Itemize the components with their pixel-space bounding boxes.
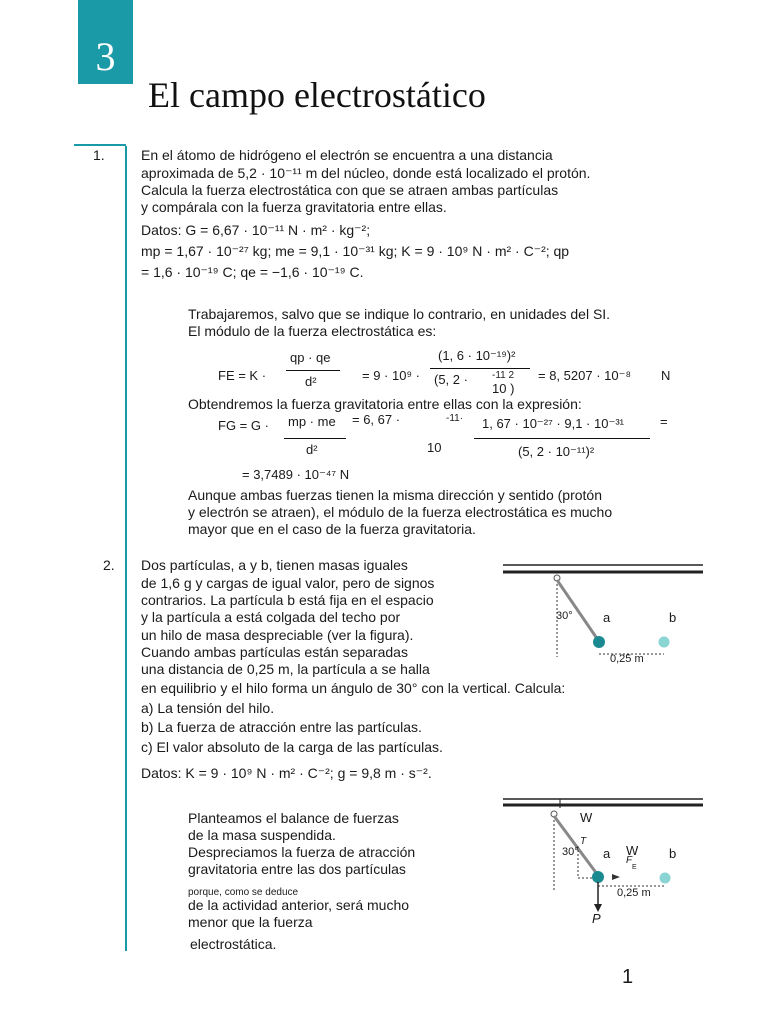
- fg-num1: mp · me: [288, 414, 336, 429]
- problem-1-line-4: y compárala con la fuerza gravitatoria entre ellas.: [141, 199, 447, 215]
- fig2-p-label: P: [592, 911, 601, 926]
- fe-unit: N: [661, 368, 671, 383]
- fg-den2: (5, 2 · 10⁻¹¹)²: [518, 444, 595, 459]
- fe-result: = 8, 5207 · 10⁻⁸: [538, 368, 631, 383]
- solution-1-intro-1: Trabajaremos, salvo que se indique lo contrario, en unidades del SI.: [188, 306, 611, 322]
- fig1-distance: 0,25 m: [610, 653, 644, 665]
- fe-den2b: -11 2: [492, 370, 515, 381]
- fg-fraction-bar-1: [284, 438, 346, 439]
- fe-mid: = 9 · 10⁹ ·: [362, 368, 420, 383]
- question-c: c) El valor absoluto de la carga de las partículas.: [141, 739, 443, 755]
- fig2-label-b: b: [669, 846, 677, 861]
- fg-exp: -11·: [446, 413, 464, 424]
- fe-num2: (1, 6 · 10⁻¹⁹)²: [438, 348, 516, 363]
- question-b: b) La fuerza de atracción entre las partículas.: [141, 719, 422, 735]
- fg-num2: 1, 67 · 10⁻²⁷ · 9,1 · 10⁻³¹: [482, 416, 624, 431]
- chapter-number-box: [78, 0, 133, 84]
- fg-den1: d²: [306, 442, 318, 457]
- fe-num1: qp · qe: [290, 350, 331, 365]
- problem-1-data-3: = 1,6 · 10⁻¹⁹ C; qe = −1,6 · 10⁻¹⁹ C.: [141, 264, 364, 280]
- particle-b: [659, 637, 670, 648]
- fg-mid: = 6, 67 ·: [352, 412, 401, 427]
- problem-2-line-7: una distancia de 0,25 m, la partícula a se halla: [141, 661, 430, 677]
- problem-1-data-2: mp = 1,67 · 10⁻²⁷ kg; me = 9,1 · 10⁻³¹ kg; K = 9 · 10⁹ N · m² · C⁻²; qp: [141, 243, 570, 259]
- fig2-distance: 0,25 m: [617, 887, 651, 899]
- solution-2-last: electrostática.: [190, 936, 277, 952]
- solution-2-small-note: porque, como se deduce: [188, 887, 299, 898]
- fig2-fe-sub: E: [632, 864, 637, 871]
- fe-fraction-bar-1: [286, 370, 340, 371]
- fig2-t-label: T: [580, 836, 587, 847]
- problem-2-line-2: de 1,6 g y cargas de igual valor, pero de signos: [141, 575, 435, 591]
- particle-b-2: [660, 873, 671, 884]
- problem-2-line-6: Cuando ambas partículas están separadas: [141, 644, 408, 660]
- solution-2-line-6: menor que la fuerza: [188, 914, 313, 930]
- solution-2-line-2: de la masa suspendida.: [188, 827, 336, 843]
- question-a: a) La tensión del hilo.: [141, 700, 275, 716]
- fg-eq: =: [660, 414, 668, 429]
- fe-fraction-bar-2: [430, 368, 530, 369]
- problem-2-number: 2.: [103, 557, 115, 573]
- fig2-w-top: W: [580, 810, 593, 825]
- fe-den1: d²: [305, 374, 317, 389]
- problem-1-data-1: Datos: G = 6,67 · 10⁻¹¹ N · m² · kg⁻²;: [141, 222, 371, 238]
- margin-rule: [125, 146, 127, 951]
- conclusion-line-2: y electrón se atraen), el módulo de la fuerza electrostática es mucho: [188, 504, 613, 520]
- chapter-number: 3: [95, 34, 116, 79]
- problem-1-number: 1.: [93, 147, 105, 163]
- problem-2-line-1: Dos partículas, a y b, tienen masas iguales: [141, 557, 408, 573]
- divider-top: [74, 144, 126, 146]
- grav-intro: Obtendremos la fuerza gravitatoria entre ellas con la expresión:: [188, 396, 582, 412]
- pendulum-figure-2: [500, 796, 710, 926]
- solution-1-intro-2: El módulo de la fuerza electrostática es:: [188, 323, 437, 339]
- problem-1-line-3: Calcula la fuerza electrostática con que se atraen ambas partículas: [141, 182, 559, 198]
- fg-ten: 10: [427, 440, 442, 455]
- problem-2-line-3: contrarios. La partícula b está fija en el espacio: [141, 592, 434, 608]
- conclusion-line-3: mayor que en el caso de la fuerza gravitatoria.: [188, 521, 476, 537]
- conclusion-line-1: Aunque ambas fuerzas tienen la misma dirección y sentido (protón: [188, 487, 602, 503]
- fg-fraction-bar-2: [474, 438, 650, 439]
- fg-lhs: FG = G ·: [218, 418, 269, 433]
- fig2-fe-label: F: [626, 855, 633, 866]
- problem-2-line-4: y la partícula a está colgada del techo por: [141, 609, 401, 625]
- solution-2-line-1: Planteamos el balance de fuerzas: [188, 810, 399, 826]
- fe-arrow-icon: [612, 874, 620, 880]
- fig2-w-mid: W: [626, 843, 639, 858]
- fe-den2a: (5, 2 ·: [434, 372, 468, 387]
- fig1-angle: 30°: [556, 610, 573, 622]
- fig1-label-a: a: [603, 610, 611, 625]
- solution-2-line-3: Despreciamos la fuerza de atracción: [188, 844, 416, 860]
- problem-2-line-8: en equilibrio y el hilo forma un ángulo de 30° con la vertical. Calcula:: [141, 680, 566, 696]
- particle-a: [593, 636, 605, 648]
- problem-1-line-1: En el átomo de hidrógeno el electrón se encuentra a una distancia: [141, 147, 553, 163]
- fe-den2c: 10 ): [492, 381, 515, 396]
- solution-2-line-5: de la actividad anterior, será mucho: [188, 897, 410, 913]
- solution-2-line-4: gravitatoria entre las dos partículas: [188, 861, 406, 877]
- page-title: El campo electrostático: [148, 75, 486, 115]
- fe-lhs: FE = K ·: [218, 368, 267, 383]
- problem-1-line-2: aproximada de 5,2 · 10⁻¹¹ m del núcleo, donde está localizado el protón.: [141, 165, 591, 181]
- fig2-angle: 30°: [562, 846, 579, 858]
- fig1-label-b: b: [669, 610, 677, 625]
- page-number: 1: [622, 966, 634, 988]
- problem-2-data: Datos: K = 9 · 10⁹ N · m² · C⁻²; g = 9,8 m · s⁻².: [141, 765, 432, 781]
- fig2-label-a: a: [603, 846, 611, 861]
- particle-a-2: [592, 871, 604, 883]
- problem-2-line-5: un hilo de masa despreciable (ver la figura).: [141, 627, 414, 643]
- fg-result: = 3,7489 · 10⁻⁴⁷ N: [242, 467, 350, 482]
